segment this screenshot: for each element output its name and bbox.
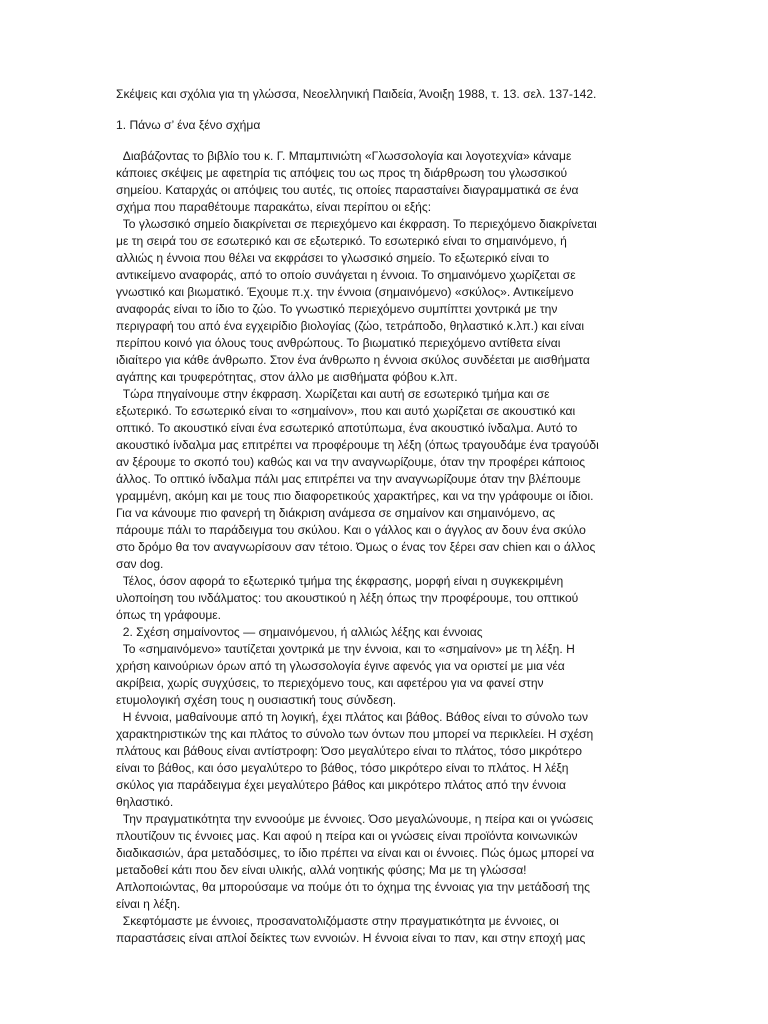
paragraph-thinking: Σκεφτόμαστε με έννοιες, προσανατολιζόμαστε στην πραγματικότητα με έννοιες, οι παραστάσεις είναι απλοί δείκτες των εννοιών. Η έννοια είναι το παν, και στην εποχή μας xyxy=(116,914,586,945)
paragraph-content: Το γλωσσικό σημείο διακρίνεται σε περιεχόμενο και έκφραση. Το περιεχόμενο διακρίνεται με τη σειρά του σε εσωτερικό και σε εξωτερικό. Το εσωτερικό είναι το σημαινόμενο, ή αλλιώς η έννοια που θέλει να εκφράσει το γλωσσικό σημείο. Το εξωτερικό είναι το αντικείμενο αναφοράς, από το οποίο συνάγεται η έννοια. Το σημαινόμενο χωρίζεται σε γνωστικό και βιωματικό. Έχουμε π.χ. την έννοια (σημαινόμενο) «σκύλος». Αντικείμενο αναφοράς είναι το ίδιο το ζώο. Το γνωστικό περιεχόμενο συμπίπτει χοντρικά με την περιγραφή του από ένα εγχειρίδιο βιολογίας (ζώο, τετράποδο, θηλαστικό κ.λπ.) και είναι περίπου κοινό για όλους τους ανθρώπους. Το βιωματικό περιεχόμενο αντίθετα είναι ιδιαίτερο για κάθε άνθρωπο. Στον ένα άνθρωπο η έννοια σκύλος συνδέεται με αισθήματα αγάπης και τρυφερότητας, στον άλλο με αισθήματα φόβου κ.λπ. xyxy=(116,217,597,384)
paragraph-external: Τέλος, όσον αφορά το εξωτερικό τμήμα της έκφρασης, μορφή είναι η συγκεκριμένη υλοποίηση του ινδάλματος: του ακουστικού η λέξη όπως την προφέρουμε, του οπτικού όπως τη γράφουμε. xyxy=(116,574,579,622)
paragraph-breadth-depth: Η έννοια, μαθαίνουμε από τη λογική, έχει πλάτος και βάθος. Βάθος είναι το σύνολο των χαρακτηριστικών της και πλάτος το σύνολο των όντων που μπορεί να περικλείει. Η σχέση πλάτους και βάθους είναι αντίστροφη: Όσο μεγαλύτερο είναι το πλάτος, τόσο μικρότερο είναι το βάθος, και όσο μεγαλύτερο το βάθος, τόσο μικρότερο είναι το πλάτος. Η λέξη σκύλος για παράδειγμα έχει μεγαλύτερο βάθος και μικρότερο πλάτος από την έννοια θηλαστικό. xyxy=(116,710,594,809)
paragraph-intro: Διαβάζοντας το βιβλίο του κ. Γ. Μπαμπινιώτη «Γλωσσολογία και λογοτεχνία» κάναμε κάποιες σκέψεις με αφετηρία τις απόψεις του ως προς τη διάρθρωση του γλωσσικού σημείου. Καταρχάς οι απόψεις του αυτές, τις οποίες παρασταίνει διαγραμματικά σε ένα σχήμα που παραθέτουμε παρακάτω, είναι περίπου οι εξής: xyxy=(116,149,579,214)
paragraph-reality: Την πραγματικότητα την εννοούμε με έννοιες. Όσο μεγαλώνουμε, η πείρα και οι γνώσεις πλουτίζουν τις έννοιες μας. Και αφού η πείρα και οι γνώσεις είναι προϊόντα κοινωνικών διαδικασιών, άρα μεταδόσιμες, το ίδιο πρέπει να είναι και οι έννοιες. Πώς όμως μπορεί να μεταδοθεί κάτι που δεν είναι υλικής, αλλά νοητικής φύσης; Μα με τη γλώσσα! Απλοποιώντας, θα μπορούσαμε να πούμε ότι το όχημα της έννοιας για την μετάδοσή της είναι η λέξη. xyxy=(116,812,595,911)
section-title: 1. Πάνω σ’ ένα ξένο σχήμα xyxy=(116,118,261,132)
citation-header: Σκέψεις και σχόλια για τη γλώσσα, Νεοελληνική Παιδεία, Άνοιξη 1988, τ. 13. σελ. 137-142. xyxy=(116,87,597,101)
paragraph-terms: Το «σημαινόμενο» ταυτίζεται χοντρικά με την έννοια, και το «σημαίνον» με τη λέξη. Η χρήση καινούριων όρων από τη γλωσσολογία έγινε αφενός για να οριστεί με μια νέα ακρίβεια, χωρίς συγχύσεις, το περιεχόμενο τους, και αφετέρου για να φανεί στην ετυμολογική σχέση τους η ουσιαστική τους σύνδεση. xyxy=(116,642,575,707)
document-page xyxy=(116,86,656,947)
paragraph-expression: Τώρα πηγαίνουμε στην έκφραση. Χωρίζεται και αυτή σε εσωτερικό τμήμα και σε εξωτερικό. Το εσωτερικό είναι το «σημαίνον», που και αυτό χωρίζεται σε ακουστικό και οπτικό. Το ακουστικό είναι ένα εσωτερικό αποτύπωμα, ένα ακουστικό ίνδαλμα. Αυτό το ακουστικό ίνδαλμα μας επιτρέπει να προφέρουμε τη λέξη (όπως τραγουδάμε ένα τραγούδι αν ξέρουμε το σκοπό του) καθώς και να την αναγνωρίζουμε, όταν την προφέρει κάποιος άλλος. Το οπτικό ίνδαλμα πάλι μας επιτρέπει να την αναγνωρίζουμε όταν την βλέπουμε γραμμένη, ακόμη και με τους πιο διαφορετικούς χαρακτήρες, και να την γράφουμε οι ίδιοι. Για να κάνουμε πιο φανερή τη διάκριση ανάμεσα σε σημαίνον και σημαινόμενο, ας πάρουμε πάλι το παράδειγμα του σκύλου. Και ο γάλλος και ο άγγλος αν δουν ένα σκύλο στο δρόμο θα τον αναγνωρίσουν σαν τέτοιο. Όμως ο ένας τον ξέρει σαν chien και ο άλλος σαν dog. xyxy=(116,387,599,571)
subsection-title: 2. Σχέση σημαίνοντος — σημαινόμενου, ή αλλιώς λέξης και έννοιας xyxy=(116,625,483,639)
